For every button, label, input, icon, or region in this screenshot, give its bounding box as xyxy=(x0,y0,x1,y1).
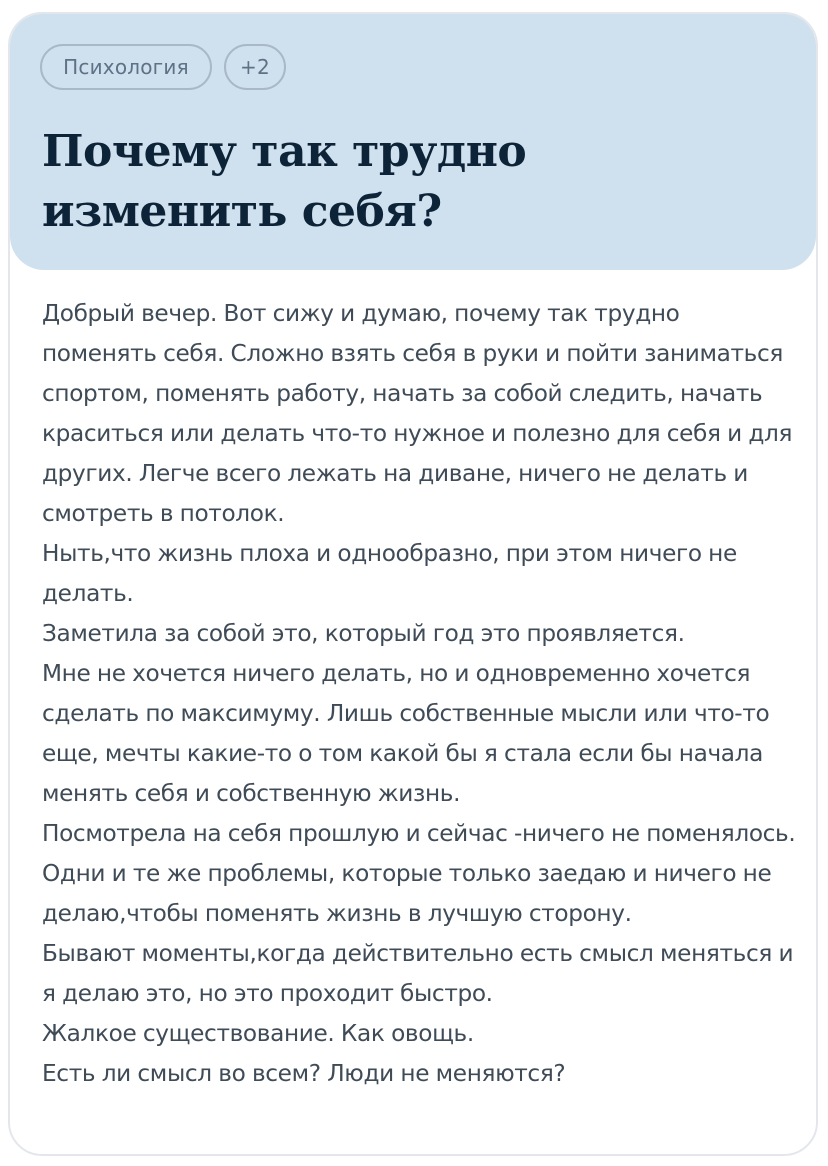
body-paragraph: Мне не хочется ничего делать, но и одновременно хочется сделать по максимуму. Лишь собственные мысли или что-то еще, мечты какие-то о том какой бы я стала если бы начала менять себя и собственную жизнь. xyxy=(42,660,770,807)
tag-list xyxy=(40,44,816,92)
more-tags-button[interactable]: +2 xyxy=(224,44,286,90)
body-paragraph: Бывают моменты,когда действительно есть смысл меняться и я делаю это, но это проходит быстро. xyxy=(42,940,794,1007)
question-card xyxy=(8,12,818,1156)
question-title: Почему так трудно изменить себя? xyxy=(42,126,527,237)
body-paragraph: Ныть,что жизнь плоха и однообразно, при этом ничего не делать. xyxy=(42,540,737,607)
body-paragraph: Добрый вечер. Вот сижу и думаю, почему так трудно поменять себя. Сложно взять себя в руки и пойти заниматься спортом, поменять работу, начать за собой следить, начать краситься или делать что-то нужное и полезно для себя и для других. Легче всего лежать на диване, ничего не делать и смотреть в потолок. xyxy=(42,300,793,527)
body-paragraph: Посмотрела на себя прошлую и сейчас -ничего не поменялось. Одни и те же проблемы, которые только заедаю и ничего не делаю,чтобы поменять жизнь в лучшую сторону. xyxy=(42,820,796,927)
question-header xyxy=(10,14,816,270)
question-body xyxy=(10,270,816,1094)
tag-psychology[interactable]: Психология xyxy=(40,44,212,90)
body-paragraph: Заметила за собой это, который год это проявляется. xyxy=(42,620,685,647)
body-paragraph: Жалкое существование. Как овощь. xyxy=(42,1020,474,1047)
body-paragraph: Есть ли смысл во всем? Люди не меняются? xyxy=(42,1060,566,1087)
